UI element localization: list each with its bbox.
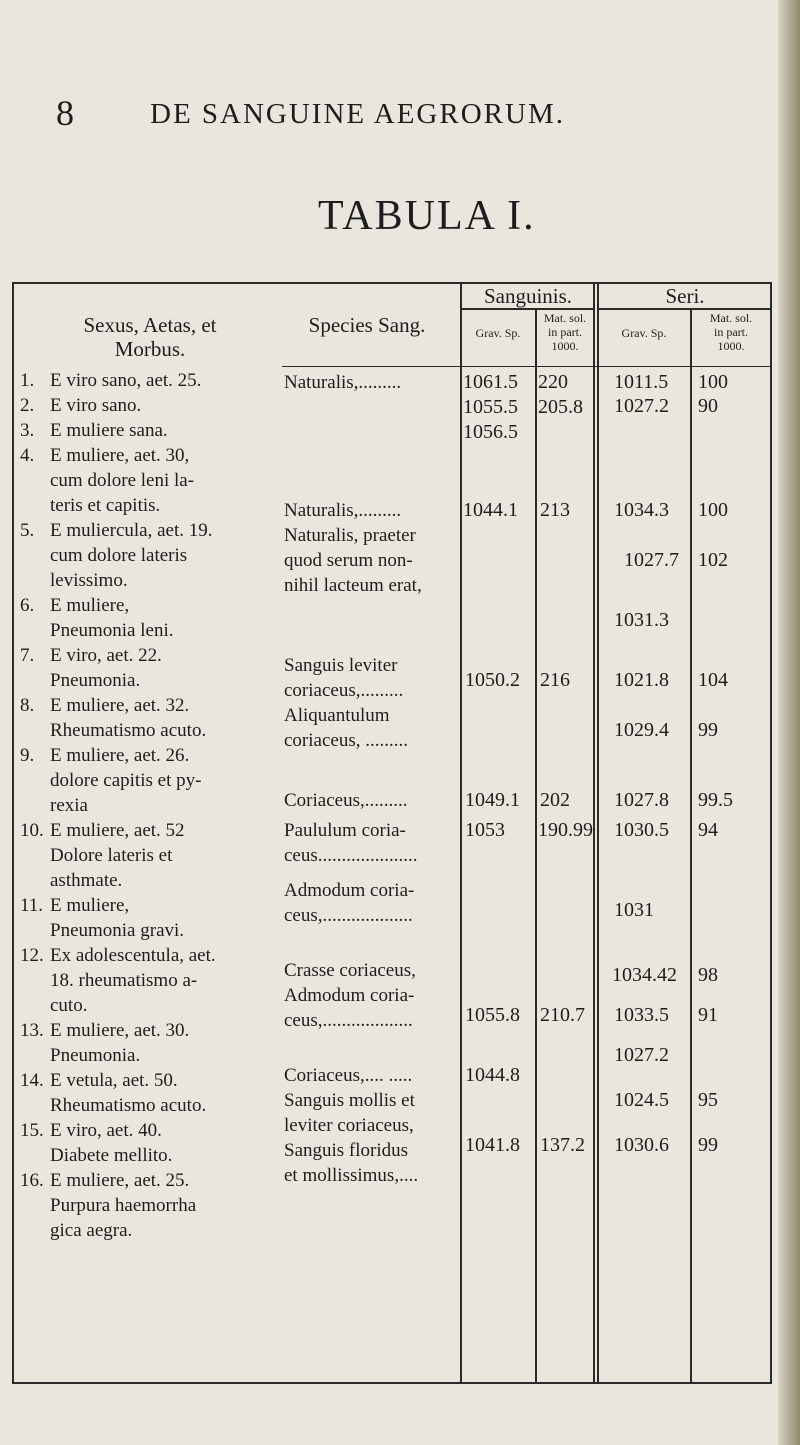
sanguinis-grav-cell: 1053 <box>465 819 505 841</box>
row-number: 3. <box>20 420 35 441</box>
seri-mat-cell: 98 <box>698 964 718 986</box>
row-number: 2. <box>20 395 35 416</box>
patient-description: E muliere, aet. 52 Dolore lateris et asthmate. <box>50 820 185 891</box>
patient-description: E muliere, aet. 30, cum dolore leni la- teris et capitis. <box>50 445 195 516</box>
seri-mat-cell: 90 <box>698 395 718 417</box>
seri-grav-cell: 1030.5 <box>614 819 669 841</box>
seri-grav-cell: 1011.5 <box>614 371 669 393</box>
seri-subheader-rule <box>599 308 771 310</box>
patient-description: E muliere, Pneumonia leni. <box>50 595 174 641</box>
col-rule-sanguinis <box>593 282 595 1384</box>
seri-grav-cell: 1030.6 <box>614 1134 669 1156</box>
row-number: 15. <box>20 1120 44 1141</box>
col-rule-seri <box>690 310 692 1384</box>
species-cell: Sanguis leviter coriaceus,......... <box>284 655 404 701</box>
row-number: 13. <box>20 1020 44 1041</box>
seri-grav-cell: 1027.8 <box>614 789 669 811</box>
species-cell: Naturalis,......... <box>284 372 402 393</box>
sanguinis-grav-cell: 1050.2 <box>465 669 520 691</box>
patient-description: E viro sano, aet. 25. <box>50 370 202 391</box>
patient-description: E muliere, aet. 26. dolore capitis et py- rexia <box>50 745 202 816</box>
header-species: Species Sang. <box>308 313 426 337</box>
patient-description: E viro sano. <box>50 395 142 416</box>
seri-mat-cell: 95 <box>698 1089 718 1111</box>
patient-description: E viro, aet. 22. Pneumonia. <box>50 645 162 691</box>
patient-description: E muliere, aet. 25. Purpura haemorrha gica aegra. <box>50 1170 197 1241</box>
species-cell: Sanguis mollis et leviter coriaceus, Sanguis floridus et mollissimus,.... <box>284 1090 419 1186</box>
sanguinis-mat-cell: 202 <box>540 789 570 811</box>
row-number: 4. <box>20 445 35 466</box>
header-mat-sol: Mat. sol. in part. 1000. <box>543 311 587 353</box>
col-rule-grav <box>535 310 537 1384</box>
seri-grav-cell: 1024.5 <box>614 1089 669 1111</box>
sanguinis-mat-cell: 213 <box>540 499 570 521</box>
row-number: 16. <box>20 1170 44 1191</box>
species-cell: Coriaceus,.... ..... <box>284 1065 413 1086</box>
row-number: 14. <box>20 1070 44 1091</box>
patient-description: E muliere, Pneumonia gravi. <box>50 895 185 941</box>
row-number: 5. <box>20 520 35 541</box>
patient-description: E vetula, aet. 50. Rheumatismo acuto. <box>50 1070 207 1116</box>
sanguinis-grav-cell: 1061.5 1055.5 1056.5 <box>463 371 518 443</box>
seri-grav-cell: 1034.3 <box>614 499 669 521</box>
patient-description: E viro, aet. 40. Diabete mellito. <box>50 1120 173 1166</box>
table-right-rule <box>770 282 772 1384</box>
header-seri-mat-sol: Mat. sol. in part. 1000. <box>709 311 753 353</box>
seri-mat-cell: 99 <box>698 1134 718 1156</box>
row-number: 7. <box>20 645 35 666</box>
table-bottom-rule <box>12 1382 772 1384</box>
row-number: 1. <box>20 370 35 391</box>
header-sanguinis: Sanguinis. <box>483 284 573 308</box>
seri-mat-cell: 100 <box>698 499 728 521</box>
row-number: 11. <box>20 895 44 916</box>
species-cell: Crasse coriaceus, Admodum coria- ceus,................... <box>284 960 416 1031</box>
table-title: TABULA I. <box>318 193 536 239</box>
row-number: 12. <box>20 945 44 966</box>
table-left-rule <box>12 282 14 1384</box>
sanguinis-grav-cell: 1041.8 <box>465 1134 520 1156</box>
sanguinis-mat-cell: 216 <box>540 669 570 691</box>
sanguinis-mat-cell: 210.7 <box>540 1004 585 1026</box>
seri-grav-cell: 1027.2 <box>614 1044 669 1066</box>
col-rule-sanguinis-double <box>597 282 599 1384</box>
seri-mat-cell: 91 <box>698 1004 718 1026</box>
seri-grav-cell: 1034.42 <box>612 964 677 986</box>
sanguinis-mat-cell: 137.2 <box>540 1134 585 1156</box>
species-cell: Naturalis,......... <box>284 500 402 521</box>
seri-grav-cell: 1029.4 <box>614 719 669 741</box>
sanguinis-grav-cell: 1044.1 <box>463 499 518 521</box>
seri-grav-cell: 1027.2 <box>614 395 669 417</box>
seri-mat-cell: 100 <box>698 371 728 393</box>
patient-description: Ex adolescentula, aet. 18. rheumatismo a- cuto. <box>50 945 216 1016</box>
seri-grav-cell: 1027.7 <box>624 549 679 571</box>
sanguinis-grav-cell: 1055.8 <box>465 1004 520 1026</box>
header-underline <box>282 366 772 367</box>
row-number: 8. <box>20 695 35 716</box>
header-seri-grav-sp: Grav. Sp. <box>621 326 667 340</box>
species-cell: Aliquantulum coriaceus, ......... <box>284 705 408 751</box>
seri-grav-cell: 1031 <box>614 899 654 921</box>
species-cell: Paululum coria- ceus..................... <box>284 820 418 866</box>
patient-description: E muliere, aet. 30. Pneumonia. <box>50 1020 190 1066</box>
seri-grav-cell: 1021.8 <box>614 669 669 691</box>
page-number: 8 <box>56 93 74 133</box>
seri-mat-cell: 99.5 <box>698 789 733 811</box>
sanguinis-grav-cell: 1044.8 <box>465 1064 520 1086</box>
seri-mat-cell: 99 <box>698 719 718 741</box>
species-cell: Coriaceus,......... <box>284 790 408 811</box>
header-grav-sp: Grav. Sp. <box>475 326 521 340</box>
header-sexus: Sexus, Aetas, et Morbus. <box>83 313 217 362</box>
sanguinis-mat-cell: 220 205.8 <box>538 371 583 418</box>
running-head: DE SANGUINE AEGRORUM. <box>150 98 565 130</box>
row-number: 9. <box>20 745 35 766</box>
seri-grav-cell: 1031.3 <box>614 609 669 631</box>
seri-mat-cell: 94 <box>698 819 718 841</box>
seri-mat-cell: 102 <box>698 549 728 571</box>
patient-description: E muliere, aet. 32. Rheumatismo acuto. <box>50 695 207 741</box>
sanguinis-subheader-rule <box>462 308 594 310</box>
sanguinis-mat-cell: 190.99 <box>538 819 593 841</box>
seri-mat-cell: 104 <box>698 669 728 691</box>
species-cell: Naturalis, praeter quod serum non- nihil lacteum erat, <box>284 525 422 596</box>
patient-description: E muliere sana. <box>50 420 168 441</box>
sanguinis-grav-cell: 1049.1 <box>465 789 520 811</box>
seri-grav-cell: 1033.5 <box>614 1004 669 1026</box>
row-number: 10. <box>20 820 44 841</box>
row-number: 6. <box>20 595 35 616</box>
header-seri: Seri. <box>665 284 705 308</box>
patient-description: E muliercula, aet. 19. cum dolore lateris levissimo. <box>50 520 213 591</box>
col-rule-species <box>460 282 462 1384</box>
species-cell: Admodum coria- ceus,................... <box>284 880 415 926</box>
